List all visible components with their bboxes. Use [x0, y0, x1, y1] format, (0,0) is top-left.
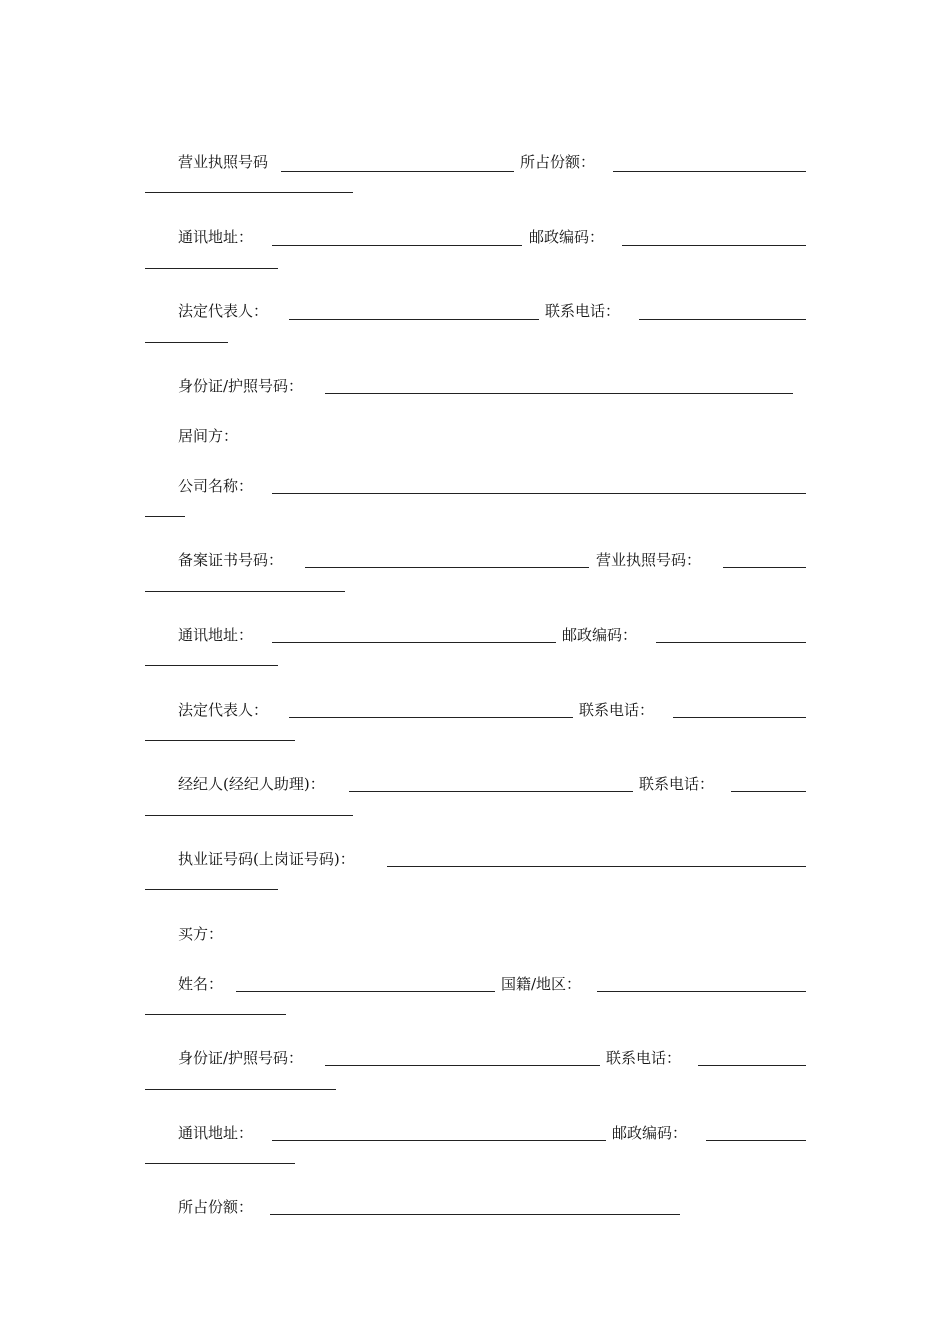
- seller-postcode-field[interactable]: [622, 245, 806, 246]
- seller-phone-field-continued[interactable]: [145, 342, 228, 343]
- buyer-id-label: 身份证/护照号码：: [178, 1049, 304, 1067]
- agent-phone-field-continued[interactable]: [145, 740, 295, 741]
- agent-address-label: 通讯地址：: [178, 626, 254, 644]
- buyer-share-label: 所占份额：: [178, 1198, 254, 1216]
- agent-broker-phone-field-continued[interactable]: [145, 815, 353, 816]
- agent-address-field[interactable]: [272, 642, 556, 643]
- buyer-phone-field-continued[interactable]: [145, 1089, 336, 1090]
- buyer-name-label: 姓名：: [178, 975, 224, 993]
- seller-phone-label: 联系电话：: [545, 302, 621, 320]
- seller-id-field[interactable]: [325, 393, 793, 394]
- agent-broker-field[interactable]: [349, 791, 633, 792]
- buyer-postcode-label: 邮政编码：: [612, 1124, 688, 1142]
- buyer-postcode-field-continued[interactable]: [145, 1163, 295, 1164]
- seller-legal-rep-field[interactable]: [289, 319, 539, 320]
- agent-postcode-field[interactable]: [656, 642, 806, 643]
- agent-cert-label: 执业证号码(上岗证号码)：: [178, 850, 355, 868]
- seller-license-field[interactable]: [281, 171, 514, 172]
- buyer-phone-label: 联系电话：: [606, 1049, 682, 1067]
- seller-share-field[interactable]: [613, 171, 806, 172]
- seller-id-label: 身份证/护照号码：: [178, 377, 304, 395]
- agent-cert-field[interactable]: [387, 866, 806, 867]
- buyer-postcode-field[interactable]: [706, 1140, 806, 1141]
- agent-company-label: 公司名称：: [178, 477, 254, 495]
- agent-filing-field[interactable]: [305, 567, 589, 568]
- seller-postcode-label: 邮政编码：: [529, 228, 605, 246]
- seller-address-field[interactable]: [272, 245, 522, 246]
- agent-postcode-label: 邮政编码：: [562, 626, 638, 644]
- agent-license-label: 营业执照号码：: [596, 551, 702, 569]
- agent-cert-field-continued[interactable]: [145, 889, 278, 890]
- agent-phone-field[interactable]: [673, 717, 806, 718]
- agent-broker-phone-field[interactable]: [731, 791, 806, 792]
- seller-license-label: 营业执照号码: [178, 153, 269, 171]
- buyer-heading: 买方：: [178, 925, 224, 943]
- buyer-nationality-field[interactable]: [597, 991, 806, 992]
- seller-phone-field[interactable]: [639, 319, 806, 320]
- buyer-nationality-field-continued[interactable]: [145, 1014, 286, 1015]
- agent-heading: 居间方：: [178, 427, 239, 445]
- agent-filing-label: 备案证书号码：: [178, 551, 284, 569]
- agent-phone-label: 联系电话：: [579, 701, 655, 719]
- agent-legal-rep-label: 法定代表人：: [178, 701, 269, 719]
- agent-broker-phone-label: 联系电话：: [639, 775, 715, 793]
- buyer-name-field[interactable]: [236, 991, 495, 992]
- agent-legal-rep-field[interactable]: [289, 717, 573, 718]
- agent-license-field[interactable]: [723, 567, 806, 568]
- seller-postcode-field-continued[interactable]: [145, 268, 278, 269]
- seller-share-label: 所占份额：: [520, 153, 596, 171]
- seller-address-label: 通讯地址：: [178, 228, 254, 246]
- seller-share-field-continued[interactable]: [145, 192, 353, 193]
- agent-broker-label: 经纪人(经纪人助理)：: [178, 775, 325, 793]
- agent-license-field-continued[interactable]: [145, 591, 345, 592]
- agent-company-field-continued[interactable]: [145, 516, 185, 517]
- seller-legal-rep-label: 法定代表人：: [178, 302, 269, 320]
- agent-postcode-field-continued[interactable]: [145, 665, 278, 666]
- buyer-nationality-label: 国籍/地区：: [501, 975, 582, 993]
- buyer-address-field[interactable]: [272, 1140, 606, 1141]
- buyer-phone-field[interactable]: [698, 1065, 806, 1066]
- buyer-address-label: 通讯地址：: [178, 1124, 254, 1142]
- agent-company-field[interactable]: [272, 493, 806, 494]
- buyer-share-field[interactable]: [270, 1214, 680, 1215]
- buyer-id-field[interactable]: [325, 1065, 600, 1066]
